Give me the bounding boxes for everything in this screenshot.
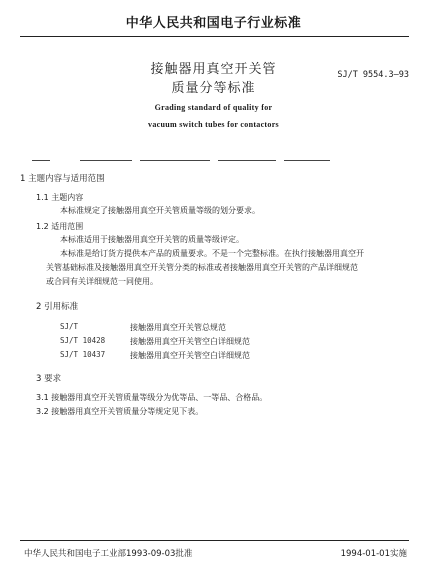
reference-title: 接触器用真空开关管总规范 [130,323,226,332]
separator-dash [284,160,330,161]
reference-title: 接触器用真空开关管空白详细规范 [130,337,250,346]
section-1-1-heading: 1.1 主题内容 [36,193,84,202]
english-title-line1: Grading standard of quality for [154,103,273,112]
section-1-2-line4: 或合同有关详细规范一同使用。 [46,277,158,286]
section-1-2-heading: 1.2 适用范围 [36,222,84,231]
standard-number: SJ/T 9554.3—93 [337,70,409,80]
section-1-2-line1: 本标准适用于接触器用真空开关管的质量等级评定。 [60,235,244,244]
approval-statement: 中华人民共和国电子工业部1993-09-03批准 [24,549,193,559]
section-1-1-text: 本标准规定了接触器用真空开关管质量等级的划分要求。 [60,206,260,215]
separator-dash [218,160,276,161]
separator-dash [80,160,132,161]
reference-title: 接触器用真空开关管空白详细规范 [130,351,250,360]
footer-rule [20,540,409,541]
section-1-2-line2: 本标准是给订货方提供本产品的质量要求。不是一个完整标准。在执行接触器用真空开 [60,249,364,258]
section-3-heading: 3 要求 [36,374,62,384]
document-title-line1: 接触器用真空开关管 [150,62,277,77]
section-3-1-text: 3.1 接触器用真空开关管质量等级分为优等品、一等品、合格品。 [36,393,268,402]
standard-category-header: 中华人民共和国电子行业标准 [125,16,302,31]
separator-dash [32,160,50,161]
section-1-2-line3: 关管基础标准及接触器用真空开关管分类的标准或者接触器用真空开关管的产品详细规范 [46,263,358,272]
separator-dash [140,160,210,161]
english-title-line2: vacuum switch tubes for contactors [148,120,279,129]
section-2-heading: 2 引用标准 [36,302,79,312]
header-rule [20,36,409,37]
reference-code: SJ/T 10428 [60,336,106,345]
reference-code: SJ/T 10437 [60,350,106,359]
section-1-heading: 1 主题内容与适用范围 [20,174,105,184]
reference-code: SJ/T [60,322,79,331]
document-title-line2: 质量分等标准 [171,81,256,96]
section-3-2-text: 3.2 接触器用真空开关管质量分等规定见下表。 [36,407,204,416]
effective-date: 1994-01-01实施 [340,549,407,559]
